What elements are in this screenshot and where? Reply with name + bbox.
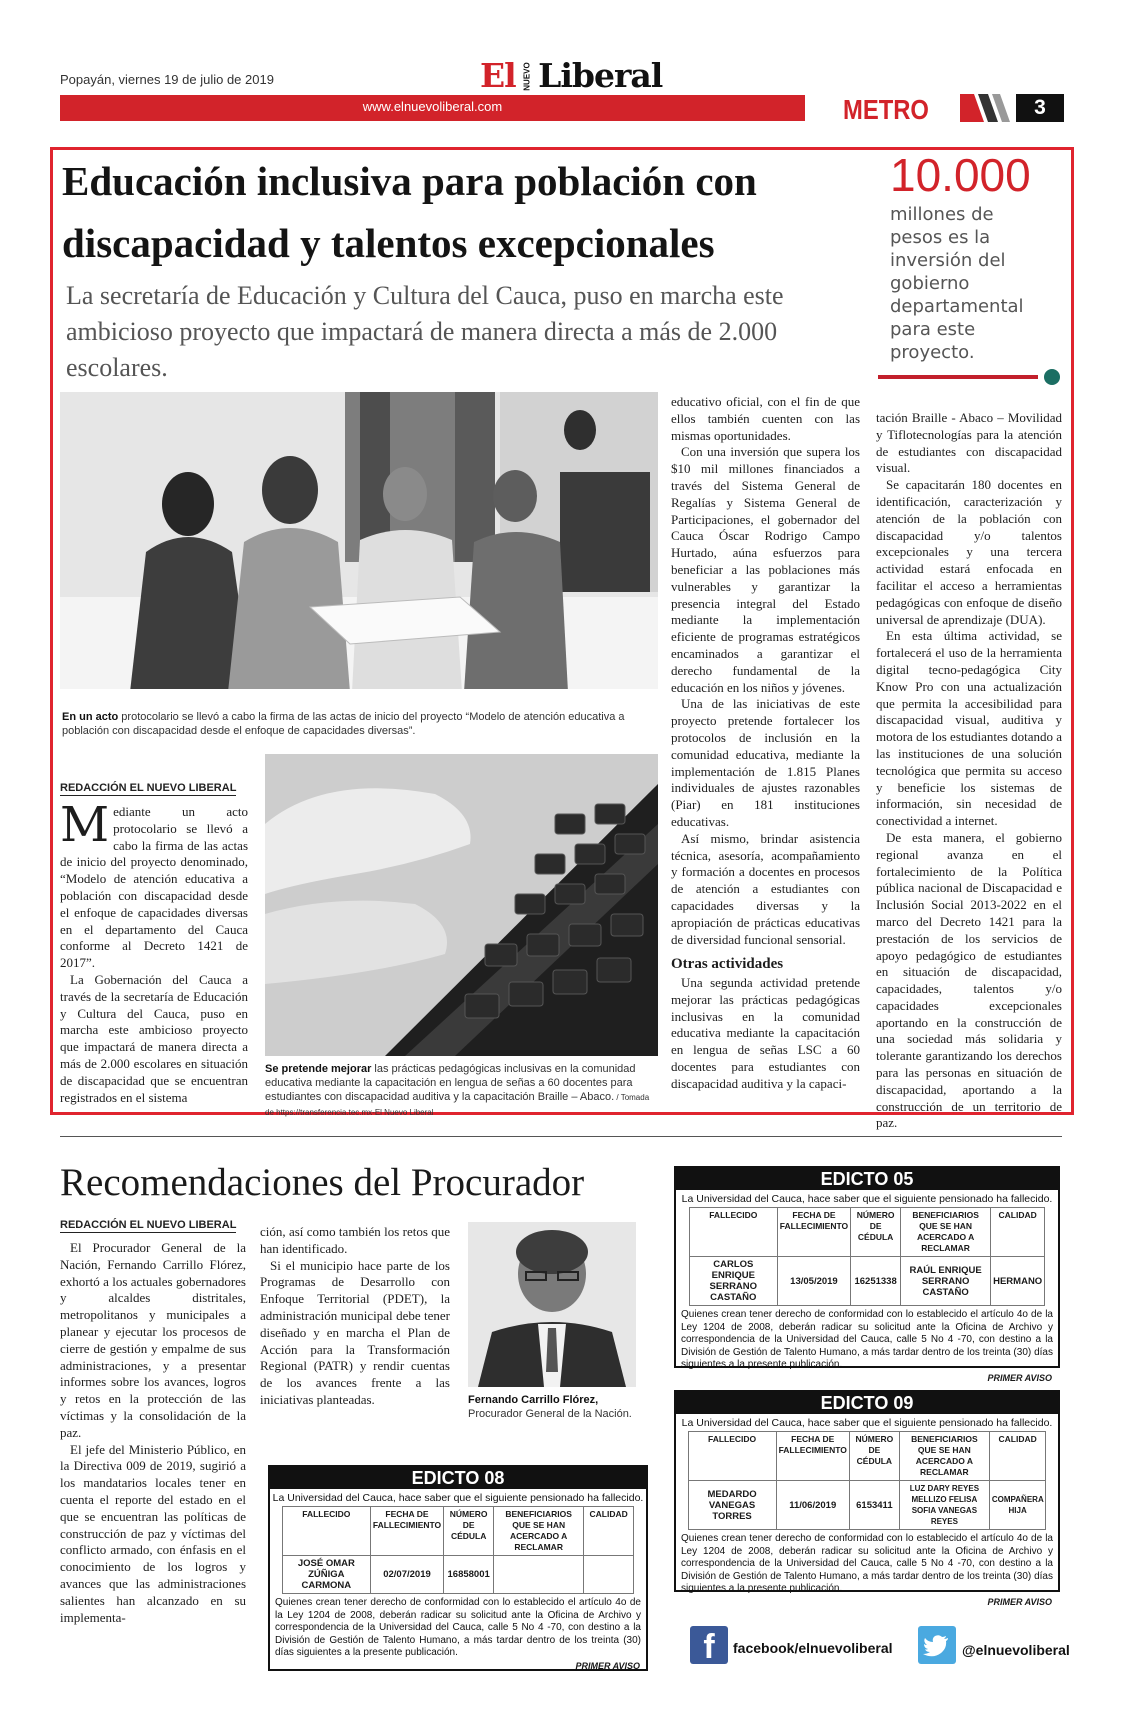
edicto-body: Quienes crean tener derecho de conformidad con lo establecido el artículo 4o de la Ley 1204 de 2008, deberán radicar su solicitud ante la Oficina de Archivo y correspondencia de la Universidad del Cauca, calle 5 No 4 -70, con destino a la División de Gestión de Talento Humano, a más tardar dentro de los treinta (30) días siguientes a la presente publicación. [275, 1597, 641, 1659]
drop-cap: M [60, 797, 110, 853]
section-divider [60, 1136, 1062, 1137]
edicto-intro: La Universidad del Cauca, hace saber que el siguiente pensionado ha fallecido. [681, 1417, 1053, 1429]
newspaper-logo[interactable]: El NUEVO Liberal [480, 56, 663, 95]
facebook-icon[interactable]: f [690, 1626, 728, 1664]
site-url-link[interactable]: www.elnuevoliberal.com [362, 99, 503, 114]
section-title: METRO [843, 94, 929, 125]
edicto-title: EDICTO 05 [676, 1168, 1058, 1190]
article2-headline: Recomendaciones del Procurador [60, 1161, 585, 1204]
edicto-table: FALLECIDO FECHA DE FALLECIMIENTO NÚMERO DE CÉDULA BENEFICIARIOS QUE SE HAN ACERCADO A RECLAMAR CALIDAD MEDARDO VANEGAS TORRES 11/06/2019 6153411 LUZ DARY REYES MELLIZO FELISA SOFIA VANEGAS REYES COMPAÑERA HIJA [688, 1431, 1047, 1530]
edicto-body: Quienes crean tener derecho de conformidad con lo establecido el artículo 4o de la Ley 1204 de 2008, deberán radicar su solicitud ante la Oficina de Archivo y correspondencia de la Universidad del Cauca, calle 5 No 4 -70, con destino a la División de Gestión de Talento Humano, a más tardar dentro de los treinta (30) días siguientes a la presente publicación. [681, 1309, 1053, 1371]
article-column-3: educativo oficial, con el fin de que ellos también cuenten con las mismas oportunidades. Con una inversión que supera los $10 mil millones financiados a través del Sistema General de Regalías y Sistema General de Participaciones, el gobernador del Cauca Óscar Rodrigo Campo Hurtado, aúna esfuerzos para beneficiar a las poblaciones más vulnerables y garantizar la presencia integral del Estado mediante la implementación eficiente de programas estratégicos encaminados a garantizar el derecho fundamental de la educación en los niños y jóvenes. Una de las iniciativas de este proyecto pretende fortalecer los protocolos de inclusión en la comunidad educativa, mediante la implementación de 1.815 Planes individuales de ajustes razonables (Piar) en 181 instituciones educativas. Así mismo, brindar asistencia técnica, asesoría, acompañamiento y formación a docentes en procesos de atención a estudiantes con capacidades diversas y la apropiación de prácticas educativas de diversidad funcional sensorial. Otras actividades Una segunda actividad pretende mejorar las prácticas pedagógicas inclusivas en la comunidad educativa mediante la capacitación en lengua de señas LSC a 60 docentes para estudiantes con discapacidad auditiva y la capaci- [671, 394, 860, 1091]
facebook-link[interactable]: facebook/elnuevoliberal [733, 1640, 893, 1656]
article2-byline: REDACCIÓN EL NUEVO LIBERAL [60, 1219, 237, 1231]
edicto-table: FALLECIDO FECHA DE FALLECIMIENTO NÚMERO DE CÉDULA BENEFICIARIOS QUE SE HAN ACERCADO A RECLAMAR CALIDAD JOSÉ OMAR ZÚÑIGA CARMONA 02/07/2019 16858001 [282, 1506, 634, 1594]
edicto-intro: La Universidad del Cauca, hace saber que el siguiente pensionado ha fallecido. [681, 1193, 1053, 1205]
procurador-portrait-photo [468, 1222, 636, 1387]
photo2-caption: Se pretende mejorar las prácticas pedagógicas inclusivas en la comunidad educativa mediante la capacitación en lengua de señas a 60 docentes para estudiantes con discapacidad auditiva y la capacitación Braille – Abaco. / Tomada de https://transferencia.tec.mx-El Nuevo Liberal [265, 1063, 650, 1117]
signing-ceremony-photo [60, 392, 658, 689]
edicto-05 [674, 1166, 1060, 1383]
edicto-intro: La Universidad del Cauca, hace saber que el siguiente pensionado ha fallecido. [272, 1492, 644, 1504]
photo3-caption: Fernando Carrillo Flórez, Procurador General de la Nación. [468, 1394, 632, 1420]
braille-keyboard-photo [265, 754, 658, 1056]
stat-rule [878, 375, 1038, 379]
edicto-09 [674, 1390, 1060, 1607]
edicto-table: FALLECIDO FECHA DE FALLECIMIENTO NÚMERO DE CÉDULA BENEFICIARIOS QUE SE HAN ACERCADO A RECLAMAR CALIDAD CARLOS ENRIQUE SERRANO CASTAÑO 13/05/2019 16251338 RAÚL ENRIQUE SERRANO CASTAÑO HERMANO [689, 1207, 1045, 1306]
edicto-notice: PRIMER AVISO [575, 1660, 640, 1671]
page-number: 3 [1016, 94, 1064, 122]
section-stripes-decoration [960, 94, 1012, 122]
edicto-notice: PRIMER AVISO [987, 1596, 1052, 1607]
subhead-otras-actividades: Otras actividades [671, 956, 784, 973]
twitter-link[interactable]: @elnuevoliberal [962, 1642, 1070, 1658]
twitter-icon[interactable] [918, 1626, 956, 1664]
photo1-caption: En un acto protocolario se llevó a cabo la firma de las actas de inicio del proyecto “Modelo de atención educativa a población con discapacidad desde el enfoque de capacidades diversas”. [62, 711, 625, 737]
article-deck: La secretaría de Educación y Cultura del Cauca, puso en marcha este ambicioso proyecto que impactará de manera directa a más de 2.000 escolares. [66, 281, 784, 382]
article-column-4: tación Braille - Abaco – Movilidad y Tiflotecnologías para la atención de estudiantes con discapacidad visual. Se capacitarán 180 docentes en identificación, caracterización y atención de la población con discapacidad y/o talentos excepcionales y una tercera actividad estará enfocada en facilitar el acceso a herramientas pedagógicas con enfoque de diseño universal de aprendizaje (DUA). En esta última actividad, se fortalecerá el uso de la herramienta digital tecno-pedagógica City Know Pro con una actualización que permita la accesibilidad para discapacidad visual, auditiva y motora de los estudiantes dotando a las instituciones de una solución tecnológica que permita su acceso y beneficie los sistemas de información, sin necesidad de conectividad a internet. De esta manera, el gobierno regional avanza en el fortalecimiento de la Política pública nacional de Discapacidad e Inclusión Social 2013-2022 en el marco del Decreto 1421 para la prestación de los servicios de apoyo pedagógico de estudiantes en situación de discapacidad, capacidades, talentos y/o capacidades excepcionales aportando en la construcción de una sociedad más solidaria y tolerante garantizando los derechos para las personas en situación de discapacidad, aportando a la construcción de un territorio de paz. [876, 410, 1062, 1131]
stat-description: millones de pesos es la inversión del gobierno departamental para este proyecto. [890, 204, 1024, 363]
article-byline: REDACCIÓN EL NUEVO LIBERAL [60, 782, 237, 794]
issue-date: Popayán, viernes 19 de julio de 2019 [60, 72, 274, 87]
edicto-title: EDICTO 08 [270, 1467, 646, 1489]
stat-dot-icon [1044, 369, 1060, 385]
stat-number: 10.000 [890, 149, 1031, 201]
article2-column-2: ción, así como también los retos que han identificado. Si el municipio hace parte de los Programas de Desarrollo con Enfoque Territorial (PDET), la administración municipal debe tener diseñado y en marcha el Plan de Acción para la Transformación Regional (PATR) y rendir cuentas de los avances frente a las iniciativas planteadas. [260, 1224, 450, 1407]
article-column-1: Mediante un acto protocolario se llevó a cabo la firma de las actas de inicio del proyecto denominado, “Modelo de atención educativa a población con discapacidad desde el enfoque de capacidades diversas en el departamento del Cauca conforme al Decreto 1421 de 2017”. La Gobernación del Cauca a través de la secretaría de Educación y Cultura del Cauca, puso en marcha este ambicioso proyecto que impactará de manera directa a más de 2.000 escolares en situación de discapacidad que se encuentran registrados en el sistema [60, 797, 248, 1105]
edicto-08 [268, 1465, 648, 1671]
edicto-title: EDICTO 09 [676, 1392, 1058, 1414]
edicto-notice: PRIMER AVISO [987, 1372, 1052, 1383]
article2-column-1: El Procurador General de la Nación, Fernando Carrillo Flórez, exhortó a los actuales gobernadores y alcaldes distritales, metropolitanos y municipales a planear y ejecutar los procesos de cierre de gestión y empalme de sus administraciones, y a presentar informes sobre los avances, logros y retos en la protección de las víctimas y la consolidación de la paz. El jefe del Ministerio Público, en la Directiva 009 de 2019, sugirió a los mandatarios locales tener en cuenta el reporte del estado en el que se encuentran las políticas de construcción de paz y víctimas del conflicto armado, con énfasis en el conocimiento de los logros y avances que las administraciones salientes han alcanzado en su implementa- [60, 1240, 246, 1625]
edicto-body: Quienes crean tener derecho de conformidad con lo establecido el artículo 4o de la Ley 1204 de 2008, deberán radicar su solicitud ante la Oficina de Archivo y correspondencia de la Universidad del Cauca, calle 5 No 4 -70, con destino a la División de Gestión de Talento Humano, a más tardar dentro de los treinta (30) días siguientes a la presente publicación. [681, 1533, 1053, 1595]
article-headline: Educación inclusiva para población con discapacidad y talentos excepcionales [62, 158, 757, 266]
